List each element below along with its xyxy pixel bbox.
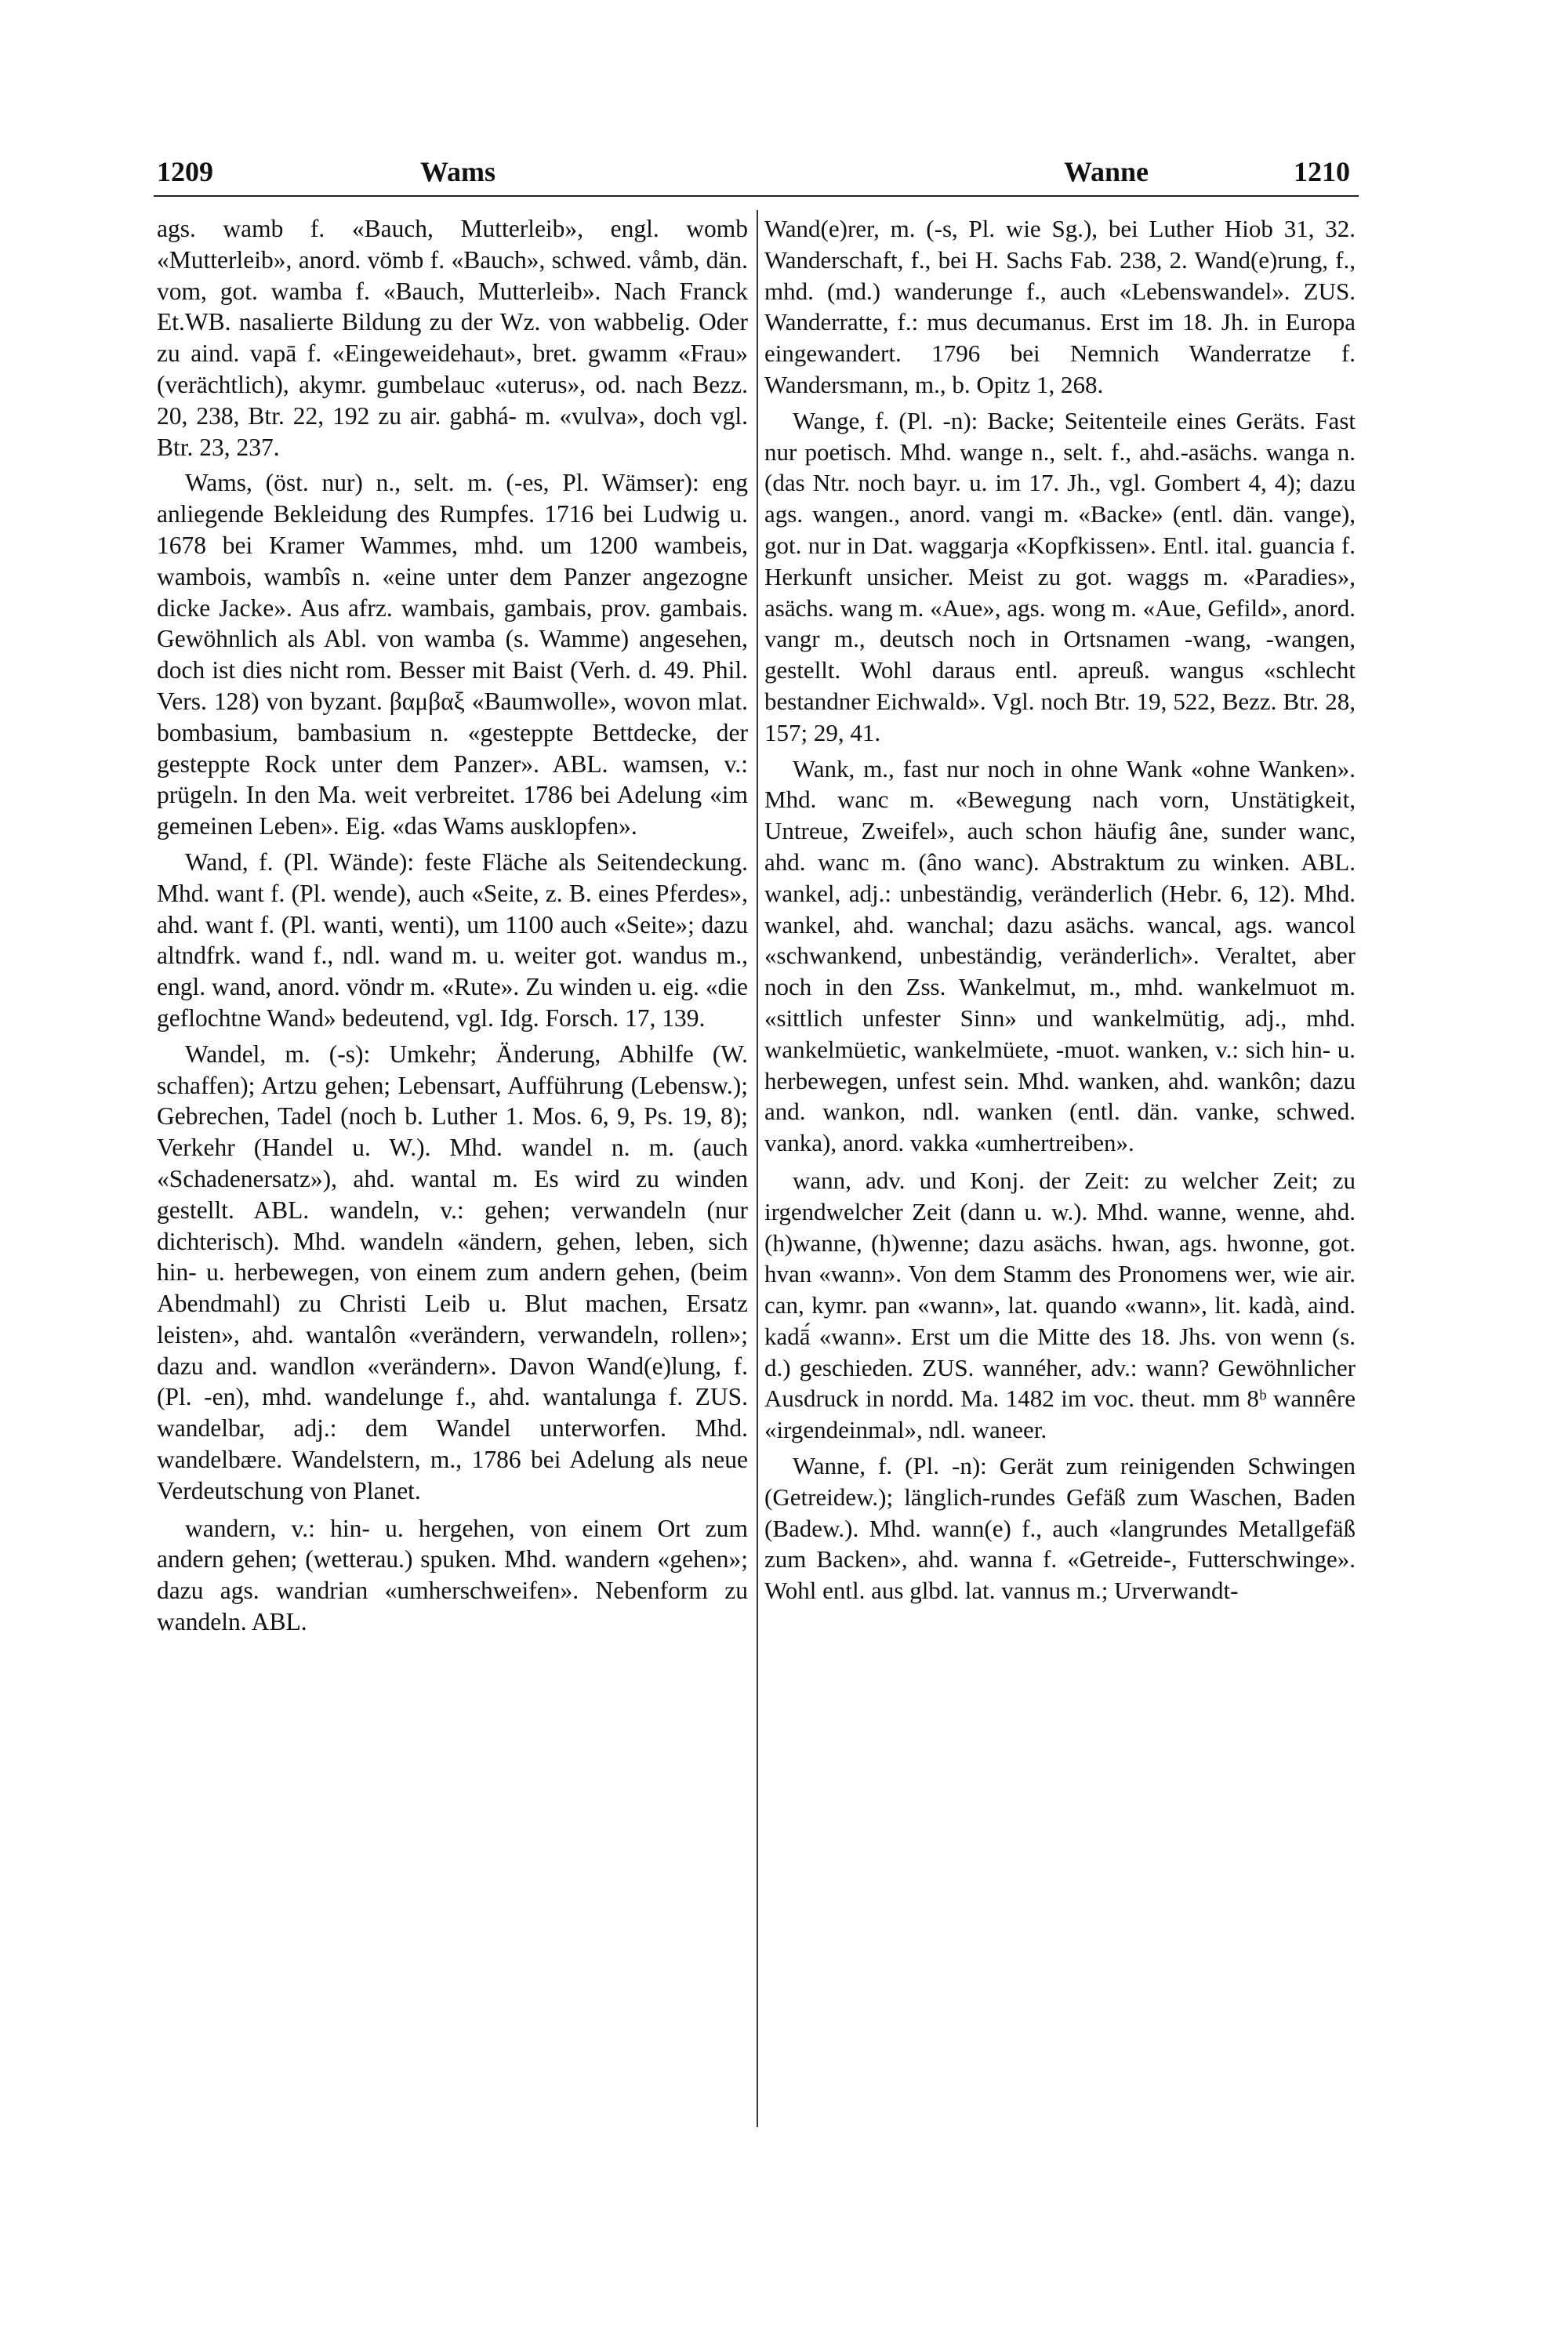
entry-wanne: Wanne, f. (Pl. -n): Gerät zum reinigenden Schwingen (Getreidew.); länglich-rundes Gefäß zum Waschen, Baden (Badew.). Mhd. wann(e) f., auch «langrundes Metallgefäß zum Backen», ahd. wanna f. «Getreide-, Futterschwinge». Wohl entl. aus glbd. lat. vannus m.; Urverwandt- (764, 1452, 1356, 1605)
left-page-number: 1209 (157, 156, 213, 187)
entry-wandern: wandern, v.: hin- u. hergehen, von einem Ort zum andern gehen; (wetterau.) spuken. Mhd. wandern «gehen»; dazu ags. wandrian «umherschweifen». Nebenform zu wandeln. ABL. (157, 1514, 748, 1636)
left-running-headword: Wams (420, 156, 496, 187)
right-column (764, 213, 1356, 2126)
entry-wams: Wams, (öst. nur) n., selt. m. (-es, Pl. Wämser): eng anliegende Bekleidung des Rumpfes. 1716 bei Ludwig u. 1678 bei Kramer Wammes, mhd. um 1200 wambeis, wambois, wambîs n. «eine unter dem Panzer angezogne dicke Jacke». Aus afrz. wambais, gambais, prov. gambais. Gewöhnlich als Abl. von wamba (s. Wamme) angesehen, doch ist dies nicht rom. Besser mit Baist (Verh. d. 49. Phil. Vers. 128) von byzant. βαμβαξ «Baumwolle», wovon mlat. bombasium, bambasium n. «gesteppte Bettdecke, der gesteppte Rock unter dem Panzer». ABL. wamsen, v.: prügeln. In den Ma. weit verbreitet. 1786 bei Adelung «im gemeinen Leben». Eig. «das Wams ausklopfen». (157, 469, 748, 840)
entry-wand: Wand, f. (Pl. Wände): feste Fläche als Seitendeckung. Mhd. want f. (Pl. wende), auch «Seite, z. B. eines Pferdes», ahd. want f. (Pl. wanti, wenti), um 1100 auch «Seite»; dazu altndfrk. wand f., ndl. wand m. u. weiter got. wandus m., engl. wand, anord. vöndr m. «Rute». Zu winden u. eig. «die geflochtne Wand» bedeutend, vgl. Idg. Forsch. 17, 139. (157, 848, 748, 1032)
entry-wange: Wange, f. (Pl. -n): Backe; Seitenteile eines Geräts. Fast nur poetisch. Mhd. wange n., selt. f., ahd.-asächs. wanga n. (das Ntr. noch bayr. u. im 17. Jh., vgl. Gombert 4, 4); dazu ags. wangen., anord. vangi m. «Backe» (entl. dän. vange), got. nur in Dat. waggarja «Kopfkissen». Entl. ital. guancia f. Herkunft unsicher. Meist zu got. waggs m. «Paradies», asächs. wang m. «Aue», ags. wong m. «Aue, Gefild», anord. vangr m., deutsch noch in Ortsnamen -wang, -wangen, gestellt. Wohl daraus entl. apreuß. wangus «schlecht bestandner Eichwald». Vgl. noch Btr. 19, 522, Bezz. Btr. 28, 157; 29, 41. (764, 406, 1356, 746)
right-running-headword: Wanne (1064, 156, 1149, 187)
entry-wandel: Wandel, m. (-s): Umkehr; Änderung, Abhilfe (W. schaffen); Artzu gehen; Lebensart, Aufführung (Lebensw.); Gebrechen, Tadel (noch b. Luther 1. Mos. 6, 9, Ps. 19, 8); Verkehr (Handel u. W.). Mhd. wandel n. m. (auch «Schadenersatz»), ahd. wantal m. Es wird zu winden gestellt. ABL. wandeln, v.: gehen; verwandeln (nur dichterisch). Mhd. wandeln «ändern, gehen, leben, sich hin- u. herbewegen, von einem zum andern gehen, (beim Abendmahl) zu Christi Leib u. Blut machen, Ersatz leisten», ahd. wantalôn «verändern, verwandeln, rollen»; dazu and. wandlon «verändern». Davon Wand(e)lung, f. (Pl. -en), mhd. wandelunge f., ahd. wantalunga f. ZUS. wandelbar, adj.: dem Wandel unterworfen. Mhd. wandelbære. Wandelstern, m., 1786 bei Adelung als neue Verdeutschung von Planet. (157, 1040, 748, 1504)
entry-wanderer: Wand(e)rer, m. (-s, Pl. wie Sg.), bei Luther Hiob 31, 32. Wanderschaft, f., bei H. Sachs Fab. 238, 2. Wand(e)rung, f., mhd. (md.) wanderunge f., auch «Lebenswandel». ZUS. Wanderratte, f.: mus decumanus. Erst im 18. Jh. in Europa eingewandert. 1796 bei Nemnich Wanderratze f. Wandersmann, m., b. Opitz 1, 268. (764, 215, 1356, 398)
entry-wann: wann, adv. und Konj. der Zeit: zu welcher Zeit; zu irgendwelcher Zeit (dann u. w.). Mhd. wanne, wenne, ahd. (h)wanne, (h)wenne; dazu asächs. hwan, ags. hwonne, got. hvan «wann». Von dem Stamm des Pronomens wer, wie air. can, kymr. pan «wann», lat. quando «wann», lit. kadà, aind. kadā́ «wann». Erst um die Mitte des 18. Jhs. von wenn (s. d.) geschieden. ZUS. wannéher, adv.: wann? Gewöhnlicher Ausdruck in nordd. Ma. 1482 im voc. theut. mm 8ᵇ wannêre «irgendeinmal», ndl. waneer. (764, 1166, 1356, 1444)
left-column (157, 213, 748, 2126)
entry-wamme-continuation: ags. wamb f. «Bauch, Mutterleib», engl. womb «Mutterleib», anord. vömb f. «Bauch», schwed. våmb, dän. vom, got. wamba f. «Bauch, Mutterleib». Nach Franck Et.WB. nasalierte Bildung zu der Wz. von wabbelig. Oder zu aind. vapā f. «Eingeweidehaut», bret. gwamm «Frau» (verächtlich), akymr. gumbelauc «uterus», od. nach Bezz. 20, 238, Btr. 22, 192 zu air. gabhá- m. «vulva», doch vgl. Btr. 23, 237. (157, 215, 748, 461)
entry-wank: Wank, m., fast nur noch in ohne Wank «ohne Wanken». Mhd. wanc m. «Bewegung nach vorn, Unstätigkeit, Untreue, Zweifel», auch schon häufig âne, sunder wanc, ahd. wanc m. (âno wanc). Abstraktum zu winken. ABL. wankel, adj.: unbeständig, veränderlich (Hebr. 6, 12). Mhd. wankel, ahd. wanchal; dazu asächs. wancal, ags. wancol «schwankend, unbeständig, veränderlich». Veraltet, aber noch in den Zss. Wankelmut, m., mhd. wankelmuot m. «sittlich unfester Sinn» und wankelmütig, adj., mhd. wankelmüetic, wankelmüete, -muot. wanken, v.: sich hin- u. herbewegen, unfest sein. Mhd. wanken, ahd. wankôn; dazu and. wankon, ndl. wanken (entl. dän. vanke, schwed. vanka), anord. vakka «umhertreiben». (764, 754, 1356, 1157)
header-rule (154, 195, 1359, 197)
right-page-number: 1210 (1294, 156, 1350, 187)
column-divider (757, 210, 758, 2127)
